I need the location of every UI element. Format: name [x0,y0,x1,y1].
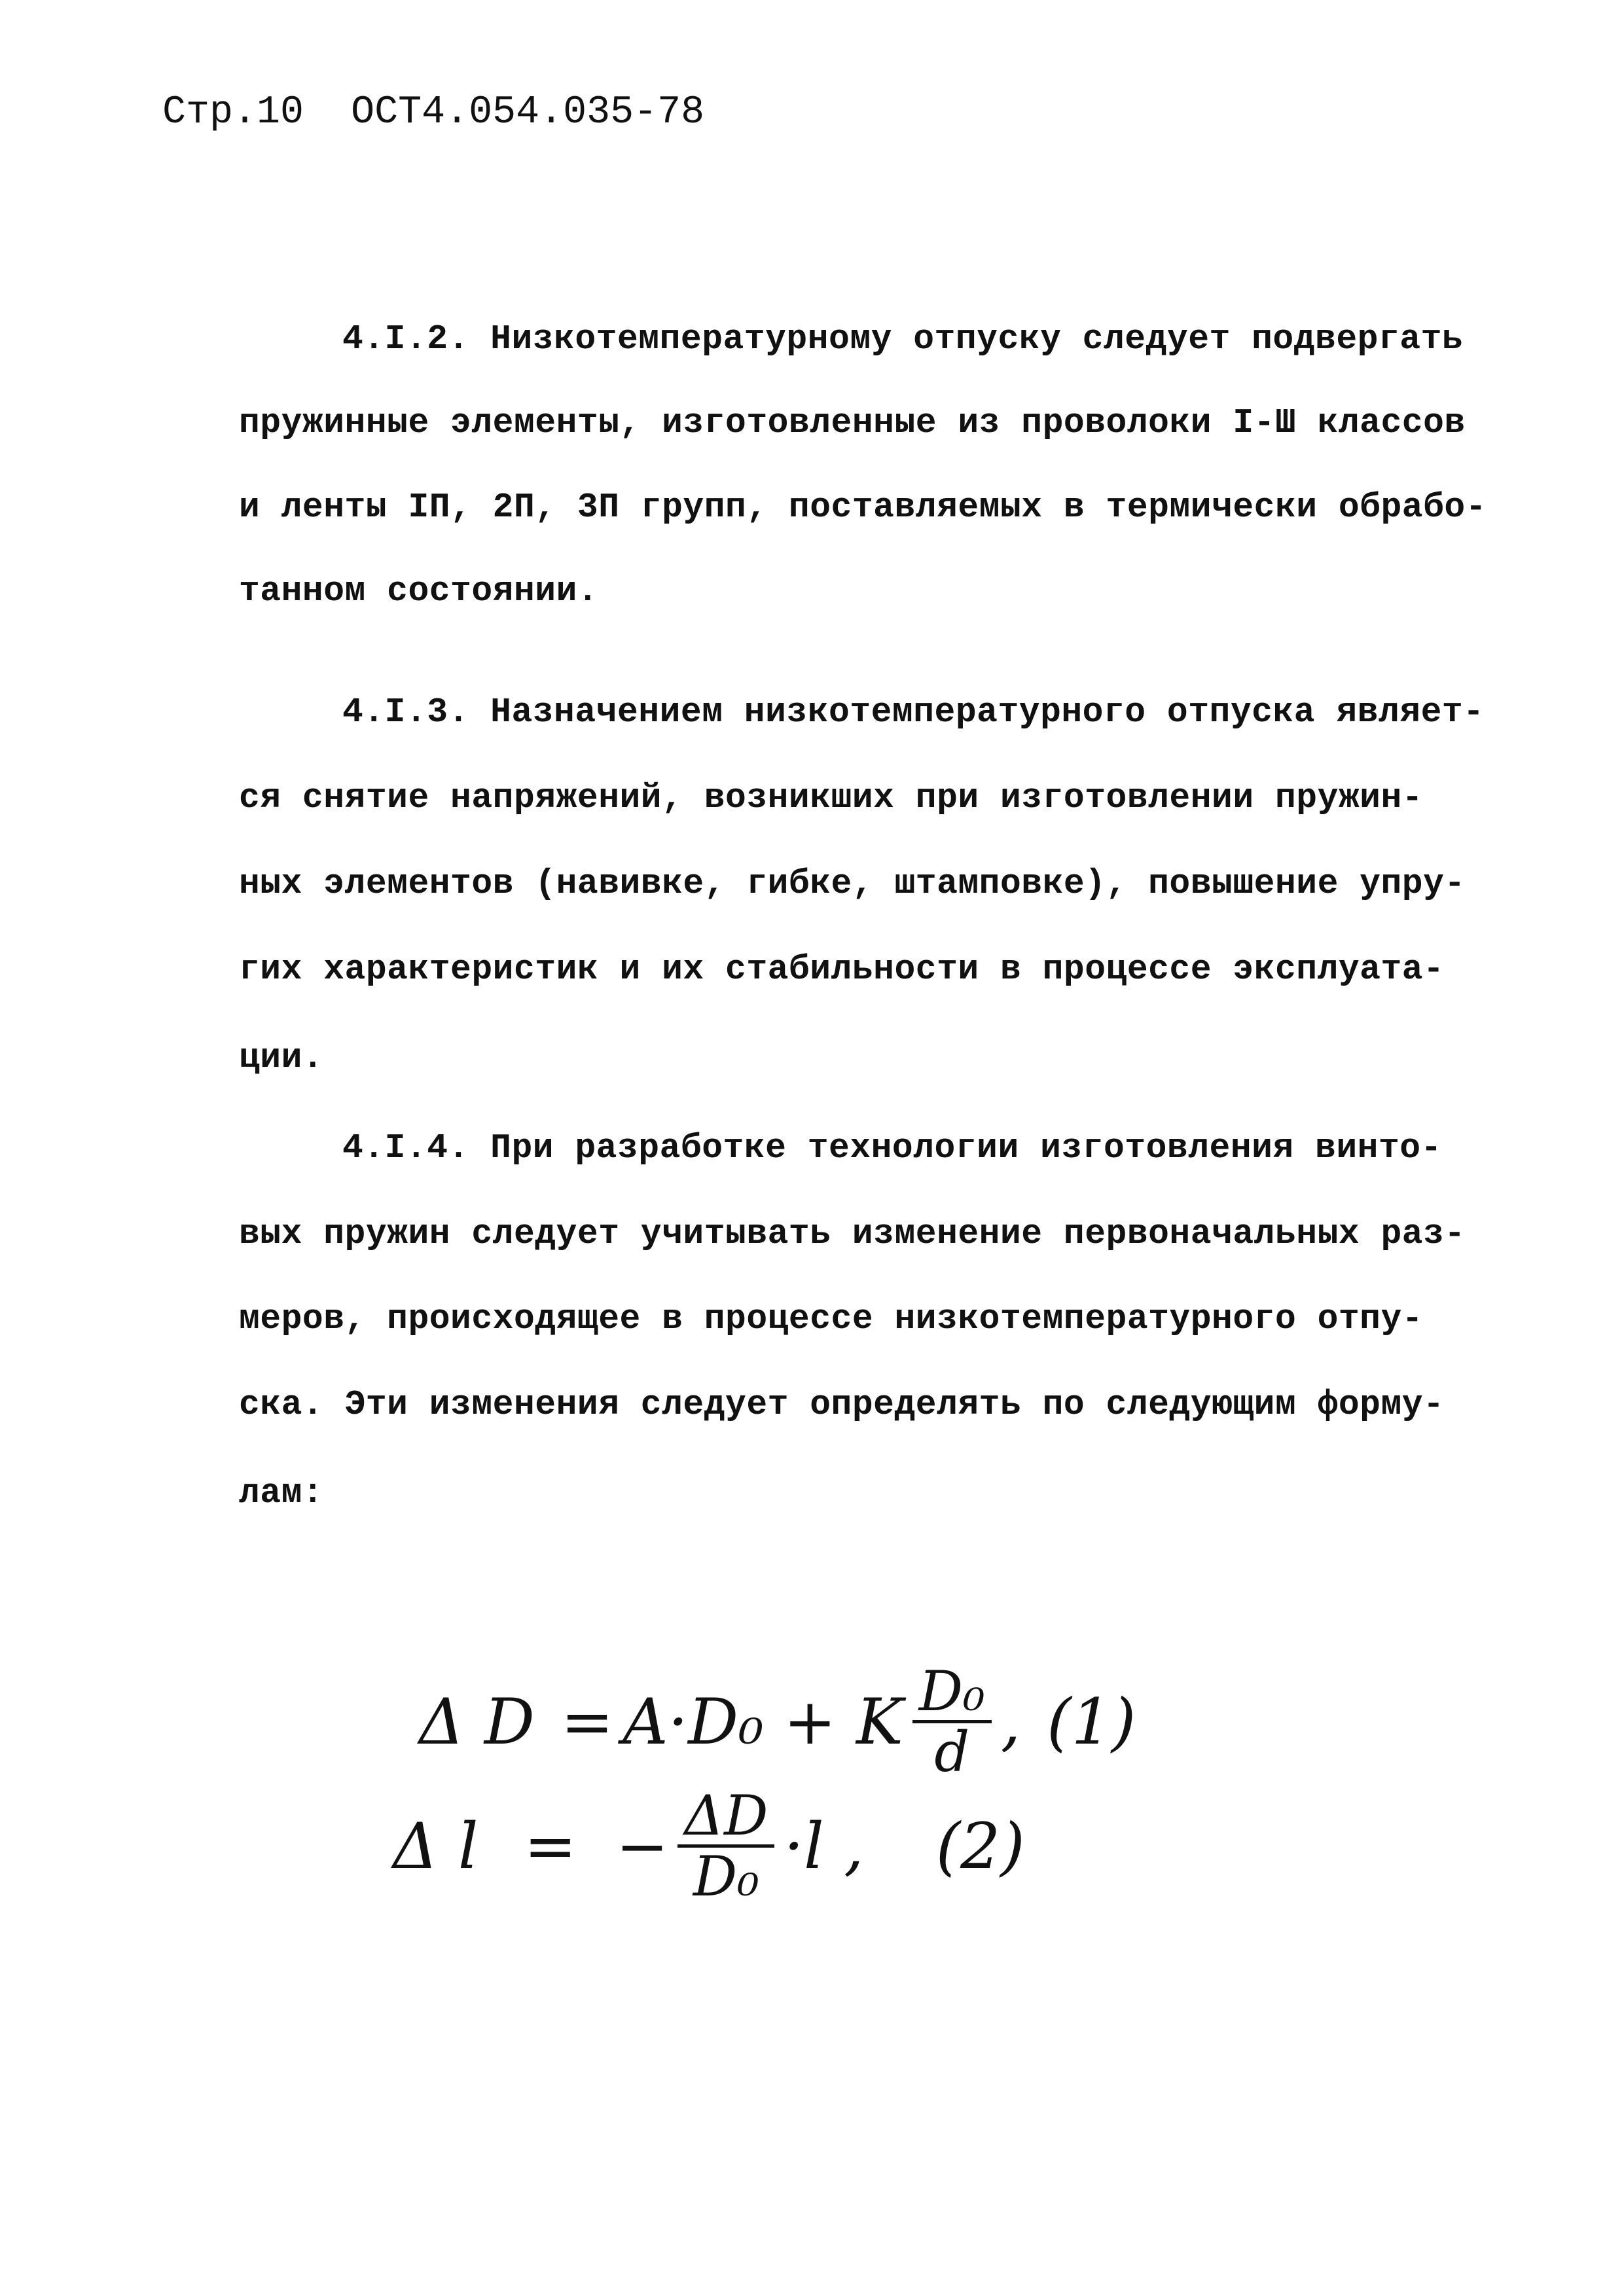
page-header [162,90,704,135]
text-line: гих характеристик и их стабильности в процессе эксплуата- [239,950,1445,989]
formula-equals: = [524,1809,577,1883]
text-line: лам: [239,1473,324,1513]
standard-code: ОСТ4.054.035-78 [351,90,705,135]
formula-lhs: Δ D [419,1685,535,1759]
formula-1 [419,1659,1136,1785]
text-line: пружинные элементы, изготовленные из проволоки I-Ш классов [239,403,1466,442]
fraction [677,1784,774,1909]
fraction-denominator: D₀ [693,1844,759,1909]
text-line: меров, происходящее в процессе низкотемпературного отпу- [239,1299,1424,1338]
formula-minus: − [615,1809,669,1883]
formula-tail: ·l , [784,1809,864,1883]
text-line: 4.I.4. При разработке технологии изготовления винто- [342,1128,1442,1168]
text-line: 4.I.2. Низкотемпературному отпуску следует подвергать [342,319,1464,359]
text-line: вых пружин следует учитывать изменение первоначальных раз- [239,1214,1466,1253]
formula-number: (1) [1047,1685,1136,1759]
fraction-numerator: ΔD [677,1787,774,1848]
formula-2 [393,1784,1025,1909]
formula-number: (2) [935,1809,1025,1883]
formula-equals: = [560,1685,614,1759]
text-line: ции. [239,1038,324,1077]
formula-rhs: A·D₀ + K [623,1685,903,1759]
text-line: танном состоянии. [239,571,599,611]
formula-lhs: Δ l [393,1809,478,1883]
text-line: и ленты IП, 2П, 3П групп, поставляемых в термически обрабо- [239,488,1487,527]
fraction-denominator: d [934,1720,970,1785]
formula-comma: , [1000,1685,1021,1759]
page-number: Стр.10 [162,90,304,135]
text-line: ска. Эти изменения следует определять по следующим форму- [239,1385,1445,1424]
text-line: ных элементов (навивке, гибке, штамповке), повышение упру- [239,864,1466,903]
fraction [912,1659,992,1785]
fraction-numerator: D₀ [912,1662,992,1723]
text-line: 4.I.3. Назначением низкотемпературного отпуска являет- [342,692,1485,732]
text-line: ся снятие напряжений, возникших при изготовлении пружин- [239,778,1424,817]
